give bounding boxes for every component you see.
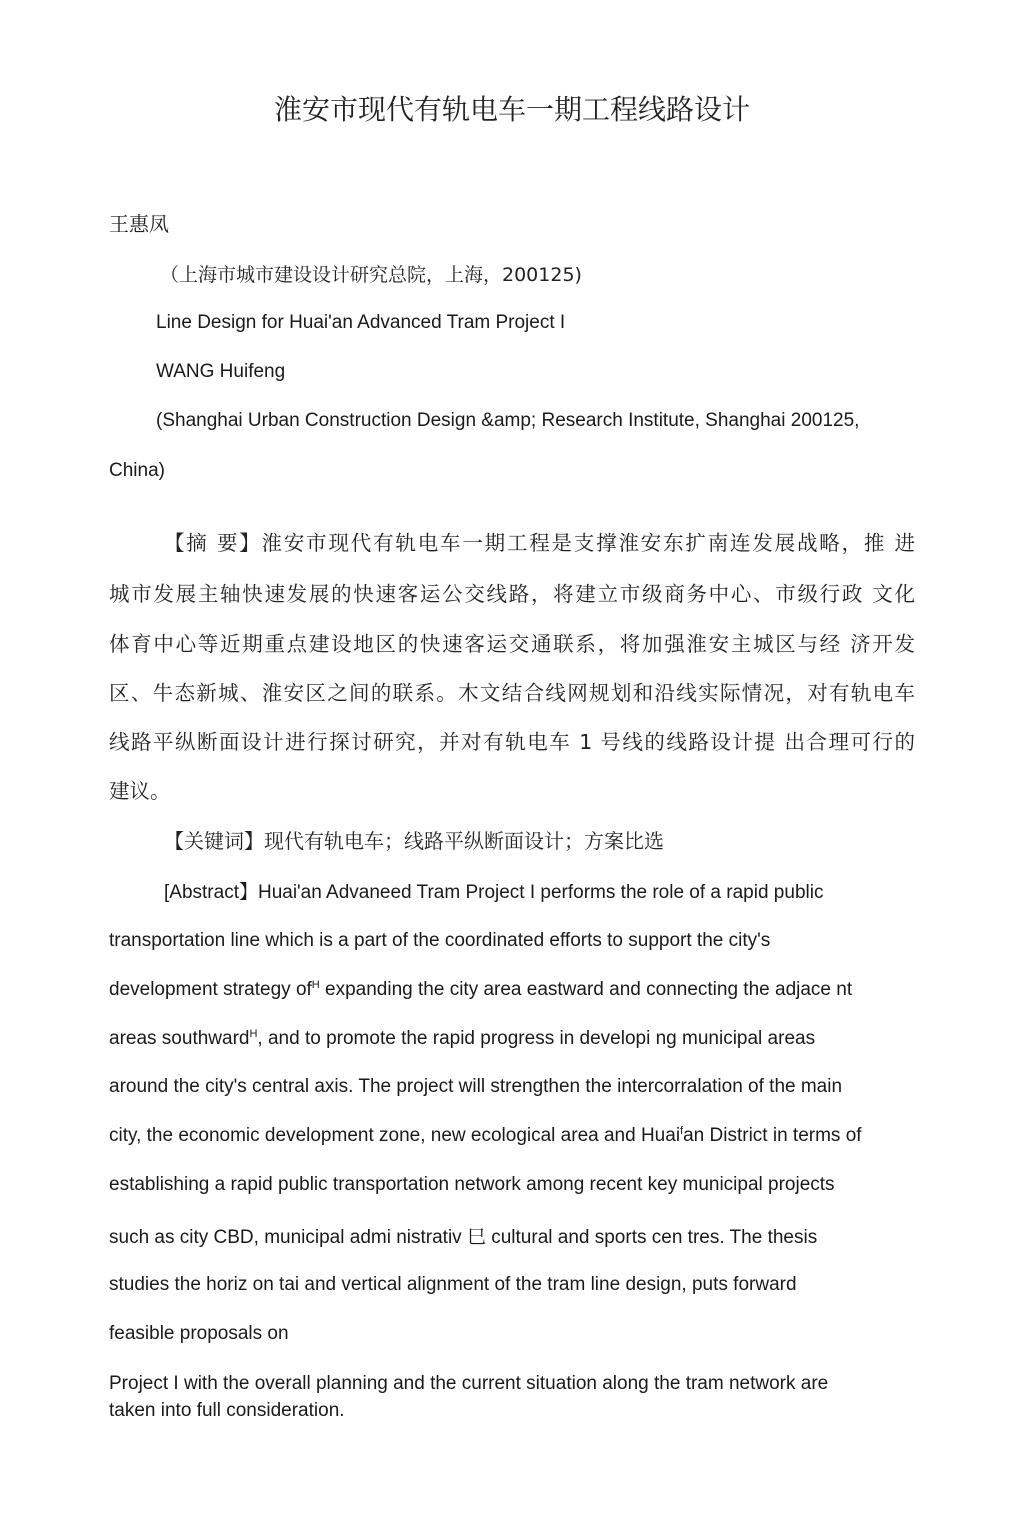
- abstract-cn-line: 体育中心等近期重点建设地区的快速客运交通联系，将加强淮安主城区与经 济开发: [109, 632, 915, 656]
- abstract-en-line: Project I with the overall planning and the current situation along the tram network are: [109, 1373, 829, 1394]
- abstract-en-line: such as city CBD, municipal admi nistrativ 巳 cultural and sports cen tres. The thesis: [109, 1227, 818, 1248]
- affiliation-en-line1: (Shanghai Urban Construction Design &amp; Research Institute, Shanghai 200125,: [156, 410, 860, 431]
- abstract-en-line: transportation line which is a part of the coordinated efforts to support the city's: [109, 930, 771, 951]
- abstract-en-line: around the city's central axis. The project will strengthen the intercorralation of the main: [109, 1076, 843, 1097]
- abstract-en-line: establishing a rapid public transportation network among recent key municipal projects: [109, 1174, 835, 1195]
- abstract-cn-line: 城市发展主轴快速发展的快速客运公交线路，将建立市级商务中心、市级行政 文化: [109, 582, 915, 606]
- title-en: Line Design for Huai'an Advanced Tram Project I: [156, 312, 566, 333]
- affiliation-en-line2: China): [109, 460, 165, 481]
- abstract-en-line: city, the economic development zone, new ecological area and Huai$^f$an District in terms of: [109, 1125, 862, 1146]
- author-cn: 王惠凤: [109, 212, 169, 236]
- author-en: WANG Huifeng: [156, 361, 286, 382]
- abstract-cn-line: 【摘 要】淮安市现代有轨电车一期工程是支撑淮安东扩南连发展战略，推 进: [164, 531, 915, 555]
- abstract-cn-line: 区、牛态新城、淮安区之间的联系。木文结合线网规划和沿线实际情况，对有轨电车: [109, 681, 915, 705]
- superscript-mark: H: [311, 979, 320, 991]
- superscript-mark: H: [249, 1028, 258, 1040]
- abstract-en-line: studies the horiz on tai and vertical alignment of the tram line design, puts forward: [109, 1274, 797, 1295]
- page-title: 淮安市现代有轨电车一期工程线路设计: [273, 93, 750, 126]
- keywords-cn: 【关键词】现代有轨电车；线路平纵断面设计；方案比选: [164, 829, 664, 853]
- abstract-cn-line: 建议。: [109, 779, 171, 803]
- affiliation-cn: （上海市城市建设设计研究总院，上海，200125): [160, 264, 582, 286]
- superscript-mark: f: [680, 1125, 684, 1137]
- abstract-cn-line: 线路平纵断面设计进行探讨研究，并对有轨电车 1 号线的线路设计提 出合理可行的: [109, 730, 915, 754]
- abstract-en-line: feasible proposals on: [109, 1323, 289, 1344]
- abstract-en-line: development strategy $of^H$ expanding the city area eastward and connecting the adjace nt: [109, 979, 853, 1000]
- abstract-en-line: taken into full consideration.: [109, 1400, 345, 1421]
- abstract-en-line: areas southward$^H$, and to promote the rapid progress in developi ng municipal areas: [109, 1028, 816, 1049]
- abstract-en-line: [Abstract】Huai'an Advaneed Tram Project I performs the role of a rapid public: [164, 882, 824, 903]
